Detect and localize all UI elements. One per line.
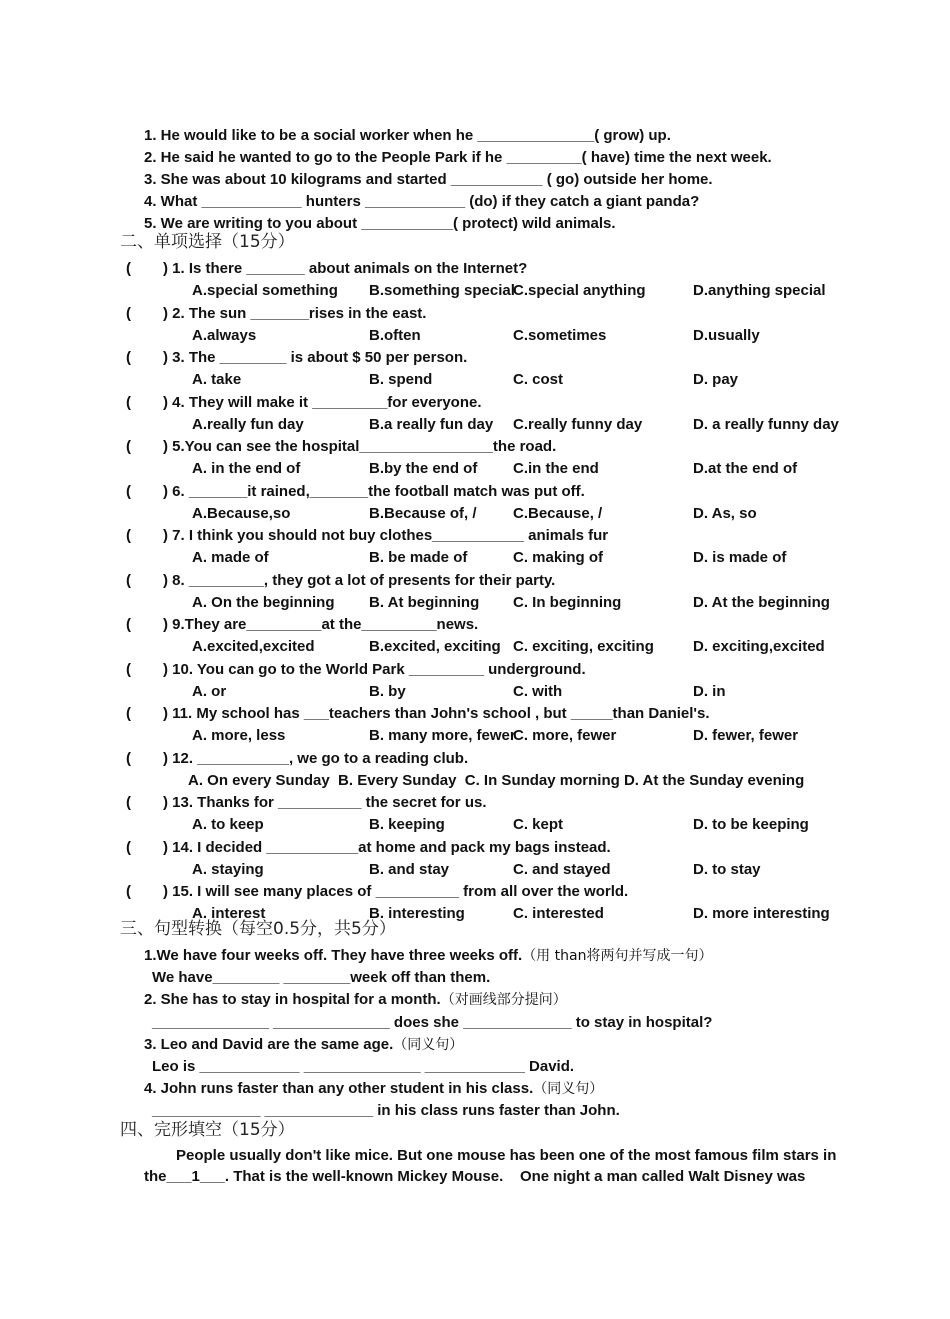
answer-option: B.by the end of xyxy=(369,460,478,477)
answer-paren: ( xyxy=(126,883,131,900)
answer-option: B.excited, exciting xyxy=(369,638,501,655)
question-text: ) 1. Is there _______ about animals on the Internet? xyxy=(163,260,528,277)
answer-option: D.anything special xyxy=(693,282,826,299)
answer-option: B. interesting xyxy=(369,905,465,922)
fill-item-5: 5. We are writing to you about ___________( protect) wild animals. xyxy=(144,215,616,232)
answer-paren: ( xyxy=(126,438,131,455)
section4-heading: 四、完形填空（15分） xyxy=(120,1120,295,1140)
answer-option: C. interested xyxy=(513,905,604,922)
answer-option: D. As, so xyxy=(693,504,757,522)
fill-item-1: 1. He would like to be a social worker when he ______________( grow) up. xyxy=(144,127,671,144)
answer-option: B.something special xyxy=(369,282,515,299)
answer-paren: ( xyxy=(126,705,131,722)
answer-option: C. cost xyxy=(513,371,564,388)
answer-paren: ( xyxy=(126,527,131,544)
transform-text: 4. John runs faster than any other student in his class. xyxy=(144,1080,534,1097)
answer-option: A. or xyxy=(192,682,227,700)
answer-option: B. and stay xyxy=(369,860,450,878)
cloze-line-1: People usually don't like mice. But one mouse has been one of the most famous film stars in xyxy=(176,1147,837,1164)
answer-option: D. more interesting xyxy=(693,905,830,922)
answer-option: C.really funny day xyxy=(513,415,643,433)
answer-option: B. keeping xyxy=(369,816,445,833)
cloze-line-2: the___1___. That is the well-known Mickey Mouse. One night a man called Walt Disney was xyxy=(144,1168,806,1185)
transform-note: （同义句） xyxy=(533,1081,604,1097)
answer-option: B.Because of, / xyxy=(369,504,477,522)
answer-option: B.a really fun day xyxy=(369,415,494,433)
question-text: ) 11. My school has ___teachers than John's school , but _____than Daniel's. xyxy=(163,705,710,722)
answer-option: C. kept xyxy=(513,816,564,833)
answer-option: C. more, fewer xyxy=(513,727,617,744)
fill-item-3: 3. She was about 10 kilograms and started ___________ ( go) outside her home. xyxy=(144,171,713,188)
question-text: ) 15. I will see many places of __________ from all over the world. xyxy=(163,883,629,900)
question-text: ) 3. The ________ is about $ 50 per person. xyxy=(163,349,468,366)
transform-text: Leo is ____________ ______________ ____________ David. xyxy=(152,1058,575,1075)
transform-answer-line xyxy=(152,968,490,988)
answer-option: A. more, less xyxy=(192,727,286,744)
answer-paren: ( xyxy=(126,304,131,322)
answer-option: A.Because,so xyxy=(192,504,291,522)
answer-paren: ( xyxy=(126,616,131,633)
answer-option: A. On every Sunday B. Every Sunday C. In Sunday morning D. At the Sunday evening xyxy=(188,771,805,789)
answer-option: C. with xyxy=(513,682,563,700)
answer-option: D. a really funny day xyxy=(693,415,839,433)
answer-option: C.Because, / xyxy=(513,504,603,522)
answer-option: D. to stay xyxy=(693,860,761,878)
answer-option: A. interest xyxy=(192,905,266,922)
answer-option: A.special something xyxy=(192,282,338,299)
answer-paren: ( xyxy=(126,393,131,411)
fill-item-2: 2. He said he wanted to go to the People Park if he _________( have) time the next week. xyxy=(144,149,772,166)
answer-paren: ( xyxy=(126,260,131,277)
answer-paren: ( xyxy=(126,482,131,500)
answer-option: D. fewer, fewer xyxy=(693,727,799,744)
transform-answer-line xyxy=(152,1101,620,1121)
question-text: ) 6. _______it rained,_______the football match was put off. xyxy=(163,482,585,500)
answer-option: D. exciting,excited xyxy=(693,638,825,655)
transform-text: ______________ ______________ does she _____________ to stay in hospital? xyxy=(152,1014,713,1031)
answer-paren: ( xyxy=(126,571,131,589)
answer-option: D.at the end of xyxy=(693,460,798,477)
answer-option: A. take xyxy=(192,371,242,388)
answer-option: B. spend xyxy=(369,371,433,388)
question-text: ) 7. I think you should not buy clothes___________ animals fur xyxy=(163,527,609,544)
answer-option: D.usually xyxy=(693,326,760,344)
transform-item xyxy=(144,1079,603,1099)
answer-option: B.often xyxy=(369,326,421,344)
transform-text: 1.We have four weeks off. They have three weeks off. xyxy=(144,947,523,964)
question-text: ) 4. They will make it _________for everyone. xyxy=(163,393,482,411)
answer-option: A.excited,excited xyxy=(192,638,315,655)
answer-paren: ( xyxy=(126,349,131,366)
answer-option: A. in the end of xyxy=(192,460,301,477)
question-text: ) 12. ___________, we go to a reading club. xyxy=(163,749,469,767)
question-text: ) 2. The sun _______rises in the east. xyxy=(163,304,427,322)
answer-option: A.really fun day xyxy=(192,415,304,433)
section2-heading: 二、单项选择（15分） xyxy=(120,232,295,252)
answer-option: B. At beginning xyxy=(369,593,480,611)
answer-option: C.sometimes xyxy=(513,326,607,344)
answer-option: B. by xyxy=(369,682,406,700)
answer-option: A.always xyxy=(192,326,257,344)
answer-option: C.in the end xyxy=(513,460,599,477)
answer-option: D. pay xyxy=(693,371,739,388)
question-text: ) 13. Thanks for __________ the secret for us. xyxy=(163,794,487,811)
answer-option: D. in xyxy=(693,682,726,700)
answer-option: C. In beginning xyxy=(513,593,622,611)
transform-text: 3. Leo and David are the same age. xyxy=(144,1036,394,1053)
answer-option: A. On the beginning xyxy=(192,593,335,611)
answer-option: C. exciting, exciting xyxy=(513,638,654,655)
transform-note: （同义句） xyxy=(393,1037,464,1053)
transform-text: _____________ _____________ in his class runs faster than John. xyxy=(152,1102,620,1119)
answer-option: A. staying xyxy=(192,860,264,878)
answer-option: D. to be keeping xyxy=(693,816,809,833)
answer-option: B. many more, fewer xyxy=(369,727,516,744)
question-text: ) 9.They are_________at the_________news. xyxy=(163,616,479,633)
transform-text: 2. She has to stay in hospital for a month. xyxy=(144,991,441,1008)
transform-text: We have________ ________week off than them. xyxy=(152,969,491,986)
transform-item xyxy=(144,1035,463,1055)
answer-option: A. made of xyxy=(192,549,269,566)
answer-paren: ( xyxy=(126,794,131,811)
transform-item xyxy=(144,990,567,1010)
answer-option: C. and stayed xyxy=(513,860,611,878)
transform-answer-line xyxy=(152,1013,712,1033)
answer-option: D. At the beginning xyxy=(693,593,830,611)
transform-note: （用 than将两句并写成一句） xyxy=(522,948,713,964)
answer-option: D. is made of xyxy=(693,549,787,566)
answer-paren: ( xyxy=(126,838,131,856)
fill-item-4: 4. What ____________ hunters ____________ (do) if they catch a giant panda? xyxy=(144,193,700,210)
answer-option: B. be made of xyxy=(369,549,468,566)
question-text: ) 14. I decided ___________at home and pack my bags instead. xyxy=(163,838,611,856)
transform-note: （对画线部分提问） xyxy=(440,992,567,1008)
question-text: ) 8. _________, they got a lot of presents for their party. xyxy=(163,571,556,589)
section3-heading: 三、句型转换（每空0.5分，共5分） xyxy=(120,919,396,939)
answer-paren: ( xyxy=(126,660,131,678)
question-text: ) 10. You can go to the World Park _________ underground. xyxy=(163,660,586,678)
answer-option: A. to keep xyxy=(192,816,264,833)
answer-paren: ( xyxy=(126,749,131,767)
answer-option: C. making of xyxy=(513,549,604,566)
question-text: ) 5.You can see the hospital________________the road. xyxy=(163,438,557,455)
transform-answer-line xyxy=(152,1057,574,1077)
transform-item xyxy=(144,946,712,966)
answer-option: C.special anything xyxy=(513,282,646,299)
